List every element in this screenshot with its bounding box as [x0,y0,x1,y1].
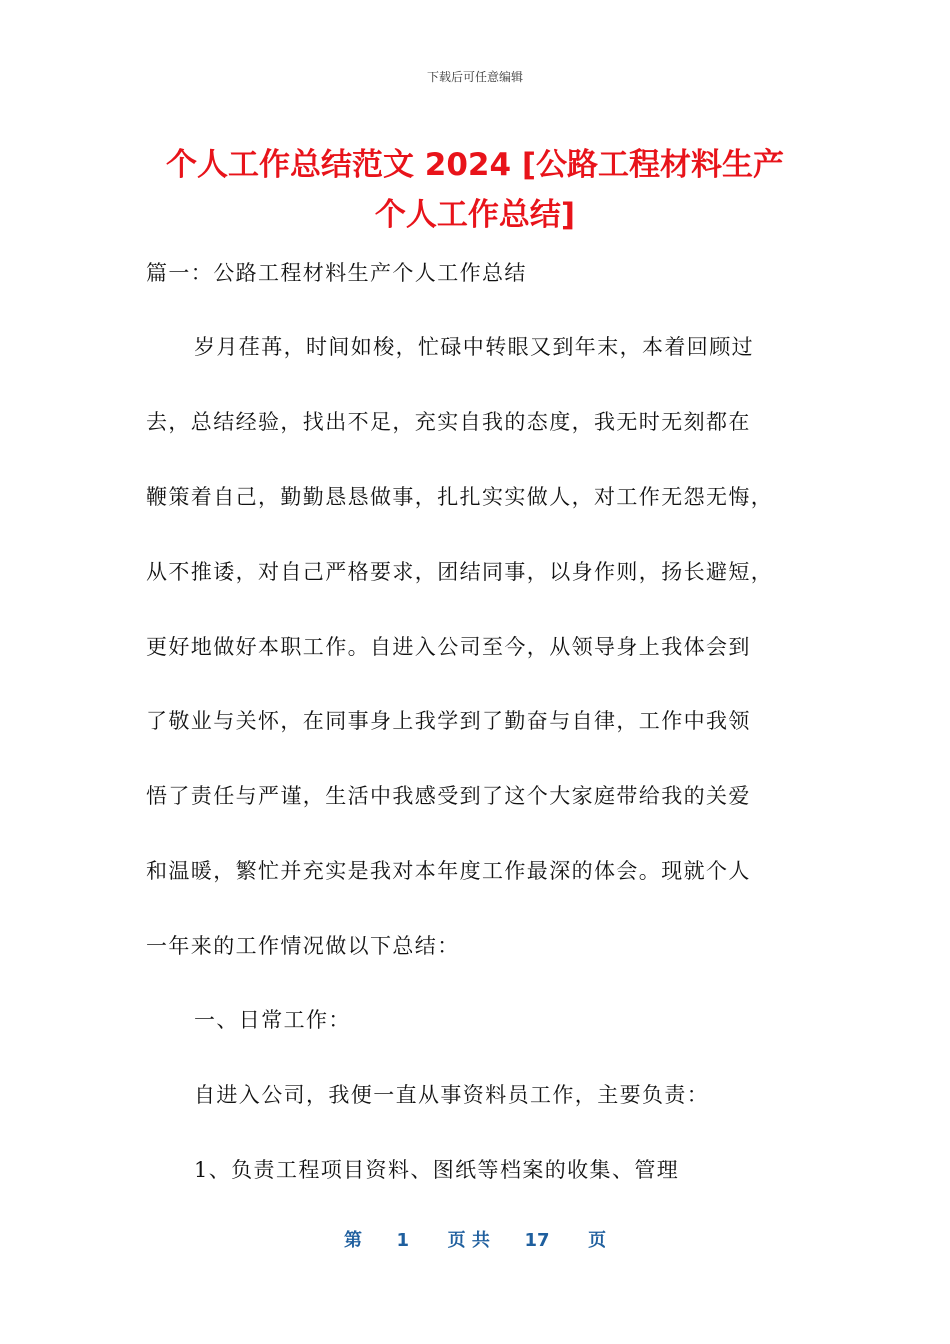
footer-suffix: 页 [588,1230,607,1251]
paragraph-line: 了敬业与关怀，在同事身上我学到了勤奋与自律，工作中我领 [146,709,751,733]
paragraph-line: 鞭策着自己，勤勤恳恳做事，扎扎实实做人，对工作无怨无悔， [146,485,774,509]
footer-mid: 页 共 [447,1230,490,1251]
current-page-number: 1 [396,1230,410,1251]
total-pages-number: 17 [524,1230,550,1251]
document-title [120,140,830,240]
list-item: 1、负责工程项目资料、图纸等档案的收集、管理 [194,1158,680,1182]
paragraph-line: 自进入公司，我便一直从事资料员工作，主要负责： [194,1083,710,1107]
section-heading: 篇一：公路工程材料生产个人工作总结 [146,261,527,285]
title-line-1: 个人工作总结范文 2024 [公路工程材料生产 [165,147,785,183]
paragraph-line: 和温暖，繁忙并充实是我对本年度工作最深的体会。现就个人 [146,859,751,883]
paragraph-line: 一年来的工作情况做以下总结： [146,934,460,958]
subsection-heading: 一、日常工作： [194,1008,351,1032]
footer-prefix: 第 [343,1230,362,1251]
paragraph-line: 悟了责任与严谨，生活中我感受到了这个大家庭带给我的关爱 [146,784,751,808]
page-footer [0,1226,950,1252]
title-line-2: 个人工作总结] [374,197,576,233]
paragraph-line: 从不推诿，对自己严格要求，团结同事，以身作则，扬长避短， [146,560,774,584]
paragraph-line: 更好地做好本职工作。自进入公司至今，从领导身上我体会到 [146,635,751,659]
paragraph-line: 去，总结经验，找出不足，充实自我的态度，我无时无刻都在 [146,410,751,434]
paragraph-line: 岁月荏苒，时间如梭，忙碌中转眼又到年末，本着回顾过 [194,335,754,359]
header-note: 下载后可任意编辑 [426,70,523,84]
